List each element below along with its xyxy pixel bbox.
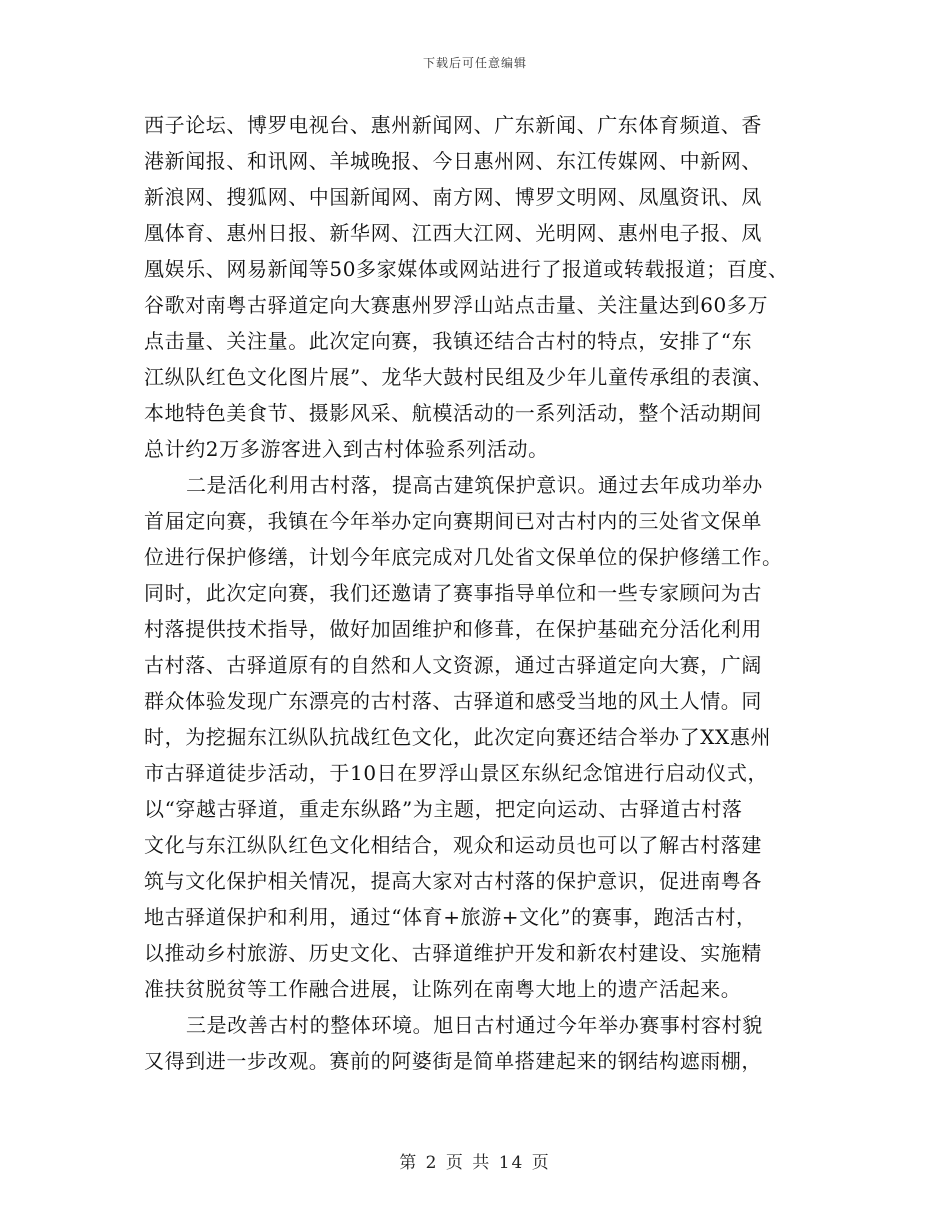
text-line: 点击量、关注量。此次定向赛，我镇还结合古村的特点，安排了“东 — [144, 329, 753, 353]
text-line: 位进行保护修缮，计划今年底完成对几处省文保单位的保护修缮工作。 — [144, 545, 783, 569]
text-line: 同时，此次定向赛，我们还邀请了赛事指导单位和一些专家顾问为古 — [144, 581, 762, 605]
text-line: 文化与东江纵队红色文化相结合，观众和运动员也可以了解古村落建 — [144, 833, 762, 857]
text-line: 新浪网、搜狐网、中国新闻网、南方网、博罗文明网、凤凰资讯、凤 — [144, 185, 762, 209]
text-line: 又得到进一步改观。赛前的阿婆街是简单搭建起来的钢结构遮雨棚， — [144, 1049, 762, 1073]
page-header-note: 下载后可任意编辑 — [422, 56, 527, 70]
text-line: 时，为挖掘东江纵队抗战红色文化，此次定向赛还结合举办了XX惠州 — [144, 725, 772, 749]
text-line: 以“穿越古驿道，重走东纵路”为主题，把定向运动、古驿道古村落 — [144, 797, 743, 821]
paragraph-start-line: 三是改善古村的整体环境。旭日古村通过今年举办赛事村容村貌 — [186, 1013, 763, 1037]
text-line: 西子论坛、博罗电视台、惠州新闻网、广东新闻、广东体育频道、香 — [144, 113, 762, 137]
text-line: 谷歌对南粤古驿道定向大赛惠州罗浮山站点击量、关注量达到60多万 — [144, 293, 769, 317]
text-line: 群众体验发现广东漂亮的古村落、古驿道和感受当地的风土人情。同 — [144, 689, 762, 713]
text-line: 古村落、古驿道原有的自然和人文资源，通过古驿道定向大赛，广阔 — [144, 653, 762, 677]
text-line: 本地特色美食节、摄影风采、航模活动的一系列活动，整个活动期间 — [144, 401, 762, 425]
text-line: 地古驿道保护和利用，通过“体育+旅游+文化”的赛事，跑活古村， — [144, 905, 757, 929]
text-line: 市古驿道徒步活动，于10日在罗浮山景区东纵纪念馆进行启动仪式， — [144, 761, 769, 785]
text-line: 江纵队红色文化图片展”、龙华大鼓村民组及少年儿童传承组的表演、 — [144, 365, 773, 389]
text-line: 准扶贫脱贫等工作融合进展，让陈列在南粤大地上的遗产活起来。 — [144, 977, 742, 1001]
text-line: 凰娱乐、网易新闻等50多家媒体或网站进行了报道或转载报道；百度、 — [144, 257, 789, 281]
paragraph-start-line: 二是活化利用古村落，提高古建筑保护意识。通过去年成功举办 — [186, 473, 763, 497]
text-line: 首届定向赛，我镇在今年举办定向赛期间已对古村内的三处省文保单 — [144, 509, 762, 533]
text-line: 以推动乡村旅游、历史文化、古驿道维护开发和新农村建设、实施精 — [144, 941, 762, 965]
text-line: 港新闻报、和讯网、羊城晚报、今日惠州网、东江传媒网、中新网、 — [144, 149, 762, 173]
page-number: 第 2 页 共 14 页 — [399, 1153, 551, 1173]
text-line: 筑与文化保护相关情况，提高大家对古村落的保护意识，促进南粤各 — [144, 869, 762, 893]
text-line: 村落提供技术指导，做好加固维护和修葺，在保护基础充分活化利用 — [144, 617, 762, 641]
text-line: 凰体育、惠州日报、新华网、江西大江网、光明网、惠州电子报、凤 — [144, 221, 762, 245]
text-line: 总计约2万多游客进入到古村体验系列活动。 — [144, 437, 549, 461]
